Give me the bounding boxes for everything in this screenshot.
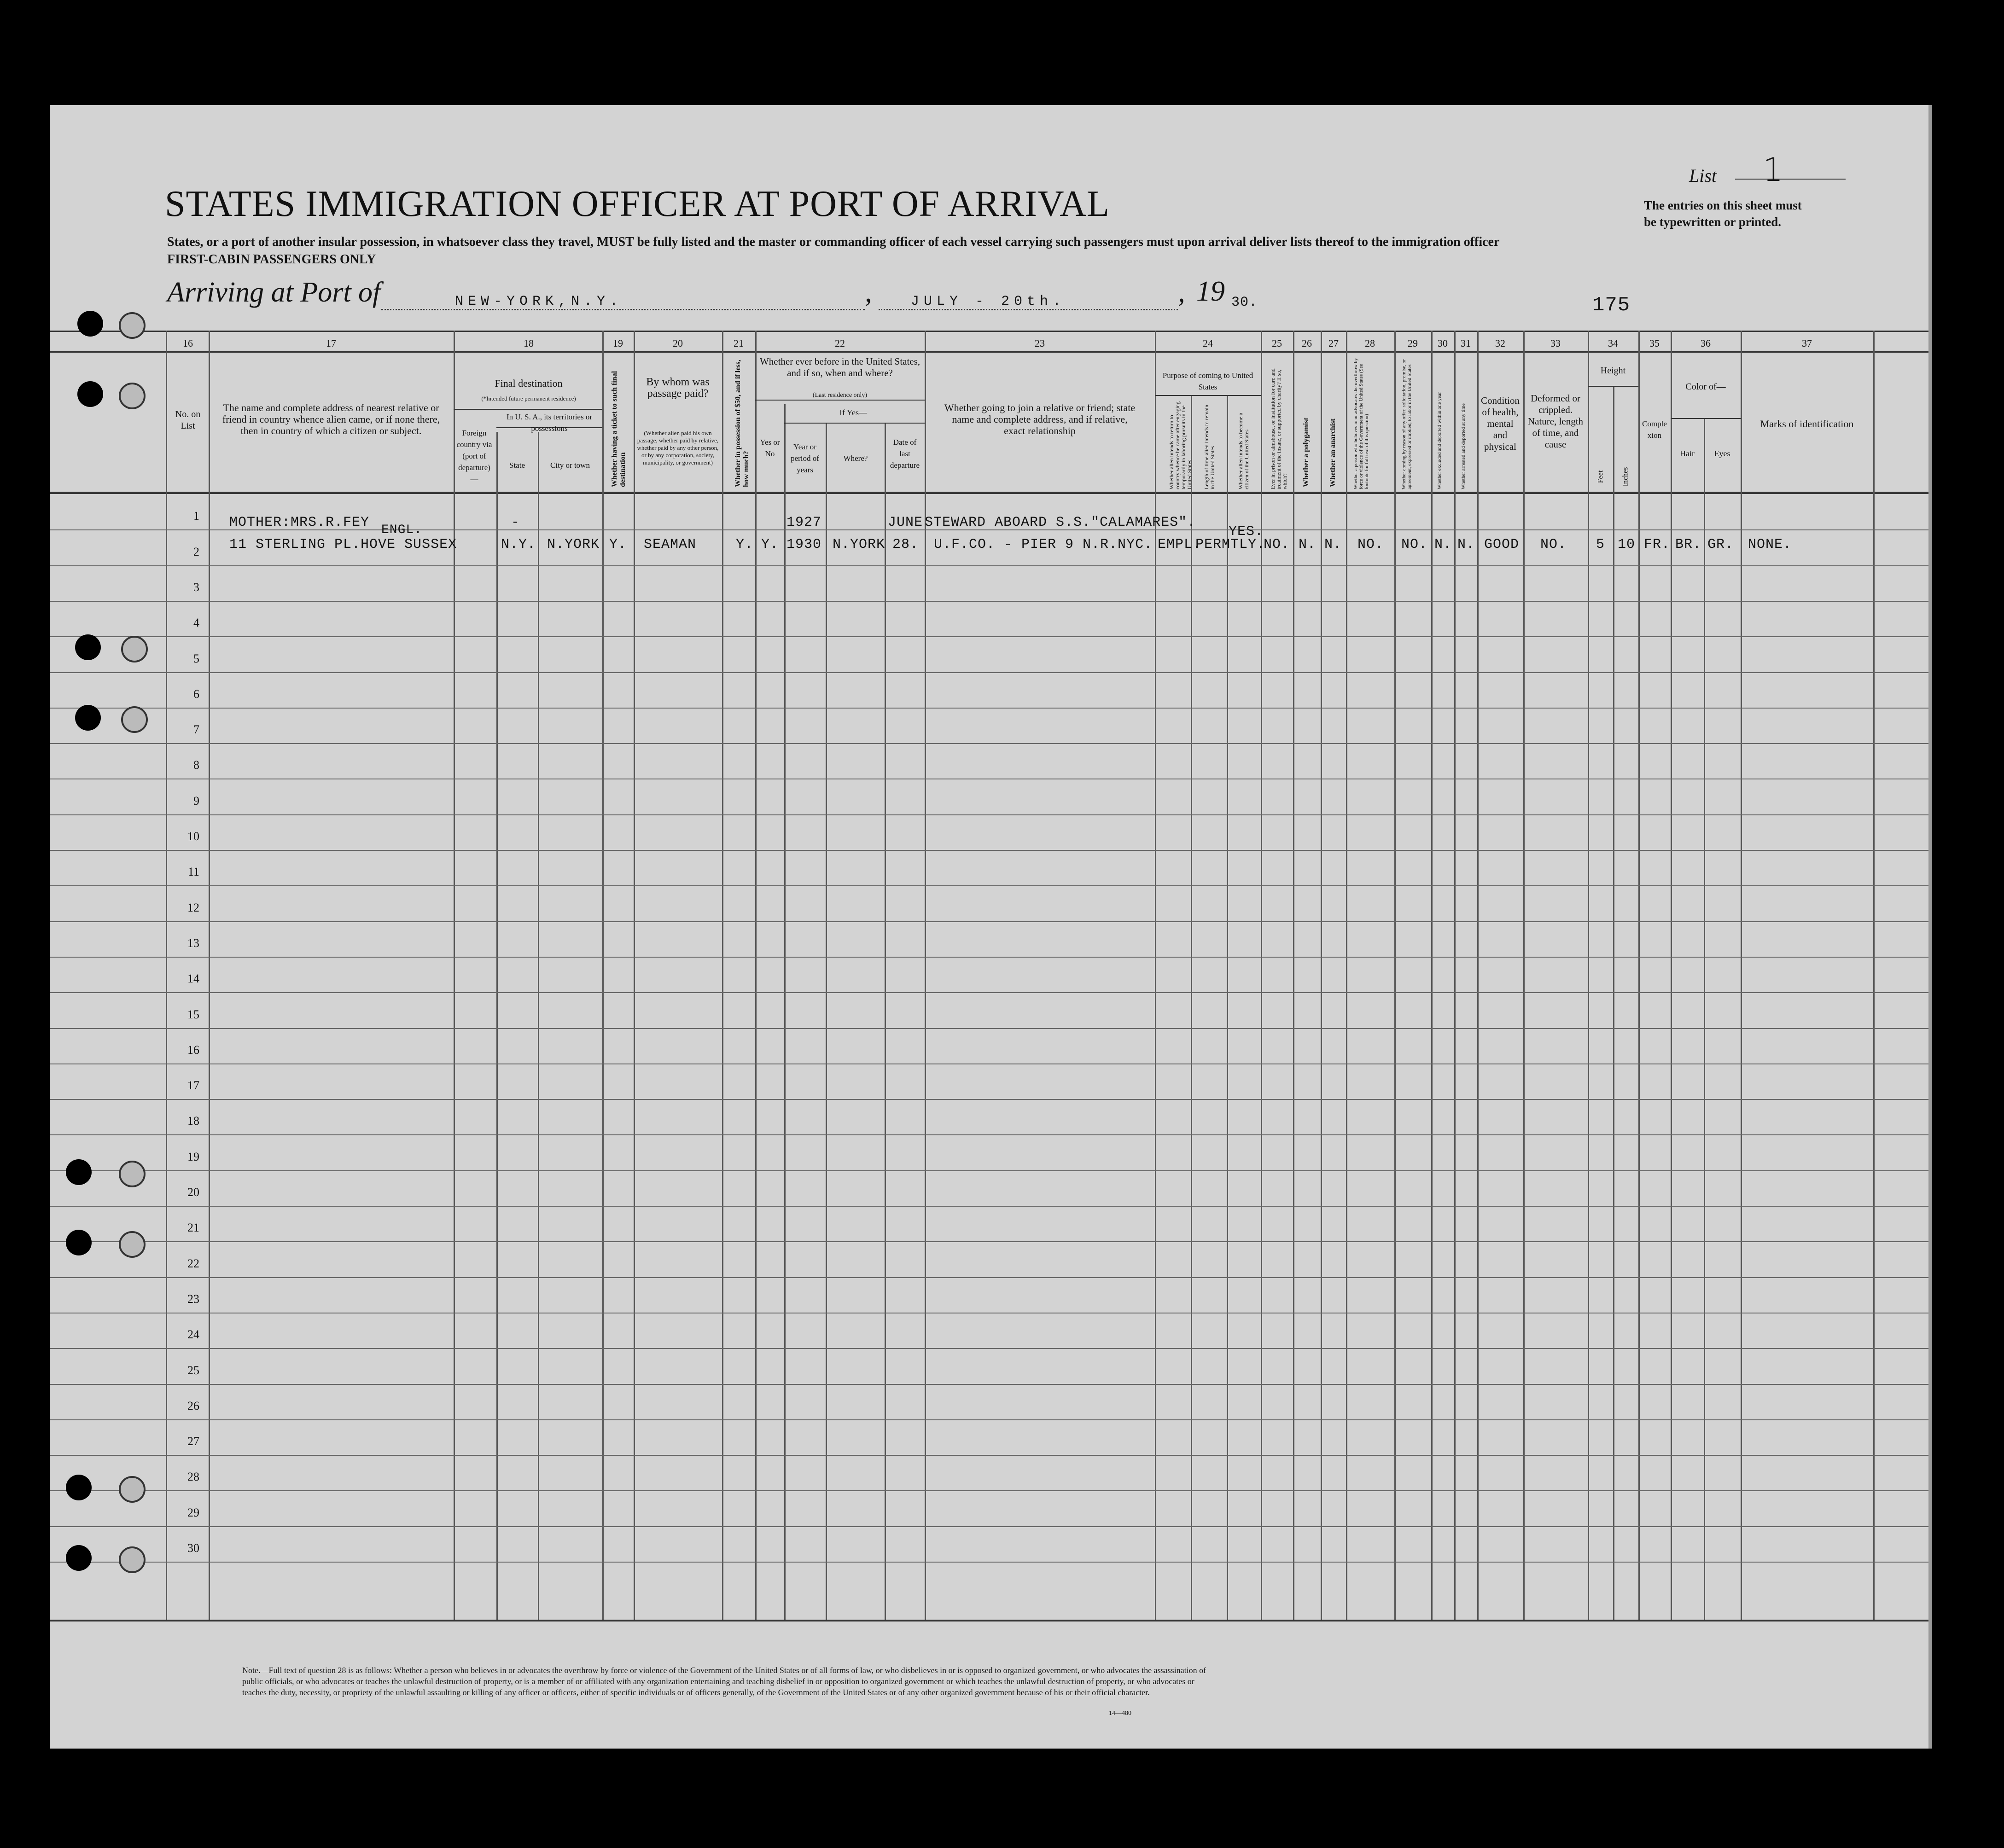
health-value: GOOD <box>1484 537 1520 552</box>
header-if-yes: If Yes— <box>839 408 867 417</box>
binder-ring <box>119 1231 146 1258</box>
row-number: 25 <box>187 1364 199 1377</box>
city-value: N.YORK <box>547 537 600 552</box>
arrival-year-prefix: 19 <box>1196 276 1225 307</box>
row-line <box>50 1134 1928 1135</box>
column-number: 34 <box>1608 337 1618 349</box>
row-line <box>50 601 1928 602</box>
column-number: 33 <box>1550 337 1561 349</box>
header-hair: Hair <box>1680 449 1695 458</box>
relative-address: 11 STERLING PL.HOVE SUSSEX <box>229 537 457 552</box>
typewritten-note <box>1644 197 1802 230</box>
header-complexion: Complexion <box>1642 419 1667 440</box>
row-line <box>50 1348 1928 1349</box>
row-number: 26 <box>187 1399 199 1412</box>
join-relative-line1: STEWARD ABOARD S.S."CALAMARES". <box>925 515 1196 530</box>
column-number: 22 <box>835 337 845 349</box>
header-health: Condition of health, mental and physical <box>1480 395 1520 452</box>
eyes-value: GR. <box>1707 537 1734 552</box>
column-number: 16 <box>183 337 193 349</box>
header-q31: Whether arrested and deported at any time <box>1461 403 1466 489</box>
row-number: 17 <box>187 1079 199 1092</box>
row-number: 11 <box>187 865 199 878</box>
page-number: 175 <box>1592 294 1631 317</box>
binder-hole <box>66 1230 92 1255</box>
column-number: 23 <box>1035 337 1045 349</box>
header-possession-50: Whether in possession of $50, and if less, how much? <box>734 360 750 487</box>
header-purpose-citizen: Whether alien intends to become a citizen of the United States <box>1237 413 1250 489</box>
row-line <box>50 1170 1928 1171</box>
purpose-length-value: PERMTLY. <box>1195 537 1266 552</box>
departure-day: 28. <box>892 537 919 552</box>
header-in-usa: In U. S. A., its territories or possessions <box>506 413 593 433</box>
row-number: 16 <box>187 1043 199 1057</box>
row-line <box>50 743 1928 744</box>
row-number: 22 <box>187 1257 199 1270</box>
row-line <box>50 957 1928 958</box>
column-number: 25 <box>1272 337 1282 349</box>
row-number: 27 <box>187 1435 199 1448</box>
row-number: 2 <box>193 545 199 558</box>
possession-value: Y. <box>736 537 754 552</box>
header-purpose: Purpose of coming to United States <box>1162 371 1253 391</box>
header-city: City or town <box>550 461 590 470</box>
row-number: 1 <box>193 509 199 523</box>
hair-value: BR. <box>1675 537 1702 552</box>
typewritten-note-line: be typewritten or printed. <box>1644 215 1781 229</box>
row-number: 12 <box>187 901 199 914</box>
relative-country: ENGL. <box>381 523 423 537</box>
page-title: STATES IMMIGRATION OFFICER AT PORT OF ARRIVAL <box>165 184 1110 224</box>
column-number: 20 <box>673 337 683 349</box>
column-number: 30 <box>1438 337 1448 349</box>
row-line <box>50 921 1928 922</box>
row-line <box>50 1526 1928 1527</box>
join-relative-line2: U.F.CO. - PIER 9 N.R.NYC. <box>934 537 1153 552</box>
where-value: N.YORK <box>833 537 885 552</box>
binder-ring <box>121 636 148 662</box>
ever-before-value: Y. <box>761 537 779 552</box>
header-by-whom-note: (Whether alien paid his own passage, whether paid by relative, whether paid by any other person, or by any corporation, society, municipality, or government) <box>637 430 719 466</box>
row-line <box>50 814 1928 815</box>
header-date-departure: Date of last departure <box>890 438 920 470</box>
header-by-whom: By whom was passage paid? <box>646 376 710 400</box>
header-year-period: Year or period of years <box>791 442 819 474</box>
column-number: 29 <box>1408 337 1418 349</box>
column-number: 26 <box>1302 337 1312 349</box>
header-anarchist: Whether an anarchist <box>1329 418 1337 487</box>
row-line <box>50 672 1928 673</box>
header-state: State <box>509 461 525 470</box>
marks-value: NONE. <box>1748 537 1792 552</box>
departure-month: JUNE <box>888 515 923 530</box>
header-where: Where? <box>843 454 868 463</box>
row-number: 28 <box>187 1470 199 1483</box>
binder-hole <box>75 705 101 731</box>
column-number: 21 <box>734 337 744 349</box>
column-number: 36 <box>1701 337 1711 349</box>
row-number: 29 <box>187 1506 199 1519</box>
row-line <box>50 1028 1928 1029</box>
polygamist-value: N. <box>1299 537 1317 552</box>
header-yes-no: Yes or No <box>760 438 780 458</box>
column-number: 35 <box>1649 337 1660 349</box>
column-number: 31 <box>1461 337 1471 349</box>
binder-ring <box>121 706 148 733</box>
header-ever-before: Whether ever before in the United States, and if so, when and where? <box>759 356 920 378</box>
manifest-sheet: STATES IMMIGRATION OFFICER AT PORT OF ARRIVAL States, or a port of another insular possession, in whatsoever class they travel, MUST be fully listed and the master or commanding officer of each vessel carrying such passengers must upon arrival deliver lists thereof to the immigration officer FIRST-CABIN PASSENGERS ONLY List 1 The entries on this sheet must be typewritten or printed. Arriving at Port of NEW-YORK,N.Y. , JULY - 20th. , 19 30. 175 16 17 18 19 20 21 22 23 24 25 26 27 28 29 30 31 32 33 34 35 36 37 No. on List The name and complete address of nearest relative or friend in country whence alien came, or if none there, then in country of which a citizen or subject. Final destination (*Intended future permanent residence) Foreign country via (port of departure)— In U. S. A., its territories or possessions State City or town Whether having a ticket to such final destination By whom was passage paid? (Whether alien paid his own passage, whether paid by relative, whether paid by any other person, or by any corporation, society, municipality, or government) Whether in possession of $50, and if less, how much? Whether ever before in the United States, and if so, when and where? (Last residence only) If Yes— Yes or No Year or period of years Where? Date of last departure Whether going to join a relative or friend; state name and complete address, and if relative, exact relationship Purpose of coming to United States Whether alien intends to return to country whence he came after engaging temporarily in laboring pursuits in the United States Length of time alien intends to remain in the United States Whether alien intends to become a citizen of the United States Ever in prison or almshouse, or institution for care and treatment of the insane, or supported by charity? If so, which? Whether a polygamist Whether an anarchist Whether a person who believes in or advocates the overthrow by force or violence of the Government of the United States (See footnote for full text of this question) Whether coming by reason of any offer, solicitation, promise, or agreement, expressed or implied, to labor in the United States Whether excluded and deported within one year Whether arrested and deported at any time Condition of health, mental and physical Deformed or crippled. Nature, length of time, and cause Height Feet Inches Complexion Color of— Hair Eyes Marks of identification 1 2 3 4 5 6 7 8 9 10 11 12 13 14 15 16 17 18 19 20 21 22 23 24 25 26 27 28 29 30 MOTHER:MRS.R.FEY ENGL. 11 STERLING PL.HOVE SUSSEX - N.Y. N.YORK Y. SEAMAN Y. Y. 1927 1930 N.YORK JUNE 28. STEWARD ABOARD S.S."CALAMARES". U.F.CO. - PIER 9 N.R.NYC. EMPL. PERMTLY. YES. NO. N. N. NO. NO. N. N. GOOD NO. 5 10 FR. BR. GR. NONE. Note.—Full text of question 28 is as follows: Whether a person who believes in or advocates the overthrow by force or violence of the Government of the United States or of all forms of law, or who disbelieves in or is opposed to organized government, or who advocates the assassination of public officials, or who advocates or teaches the unlawful destruction of property, or is a member of or affiliated with any organization entertaining and teaching disbelief in or opposition to organized government or which teaches the unlawful destruction of property, or who advocates or teaches the duty, necessity, or propriety of the unlawful assaulting or killing of any officer or officers, either of specific individuals or of officers generally, of the Government of the United States or of any other organized government because of his or their official character. 14—480 <box>50 105 1932 1749</box>
q29-value: NO. <box>1401 537 1428 552</box>
header-q28: Whether a person who believes in or advocates the overthrow by force or violence of the Government of the United States (See footnote for full text of this question) <box>1353 358 1369 489</box>
purpose-citizen-value: YES. <box>1229 524 1264 540</box>
header-final-destination-note: (*Intended future permanent residence) <box>481 395 576 402</box>
purpose-return-value: EMPL. <box>1158 537 1202 552</box>
row-line <box>50 1099 1928 1100</box>
q28-value: NO. <box>1357 537 1384 552</box>
binder-hole <box>77 311 103 337</box>
anarchist-value: N. <box>1324 537 1342 552</box>
binder-hole <box>66 1545 92 1571</box>
column-number: 17 <box>326 337 336 349</box>
column-number: 28 <box>1365 337 1375 349</box>
column-number: 24 <box>1203 337 1213 349</box>
header-deformed: Deformed or crippled. Nature, length of time, and cause <box>1527 393 1584 450</box>
header-purpose-return: Whether alien intends to return to country whence he came after engaging temporarily in laboring pursuits in the United States <box>1168 401 1193 489</box>
row-line <box>50 565 1928 566</box>
row-number: 19 <box>187 1150 199 1163</box>
row-line <box>50 1206 1928 1207</box>
header-color-of: Color of— <box>1685 382 1726 392</box>
header-marks: Marks of identification <box>1760 418 1854 430</box>
column-number: 32 <box>1495 337 1505 349</box>
column-number: 27 <box>1328 337 1339 349</box>
column-number: 18 <box>524 337 534 349</box>
form-number: 14—480 <box>1109 1710 1131 1717</box>
row-number: 10 <box>187 830 199 843</box>
row-line <box>50 636 1928 637</box>
list-number: 1 <box>1763 151 1783 189</box>
state-value: N.Y. <box>501 537 536 552</box>
row-number: 20 <box>187 1186 199 1199</box>
header-feet: Feet <box>1596 470 1605 483</box>
row-number: 15 <box>187 1008 199 1021</box>
row-number: 6 <box>193 687 199 701</box>
row-line <box>50 1063 1928 1064</box>
header-ticket: Whether having a ticket to such final destination <box>611 371 627 487</box>
header-q29: Whether coming by reason of any offer, solicitation, promise, or agreement, expressed or implied, to labor in the United States <box>1401 359 1412 489</box>
prison-value: NO. <box>1264 537 1290 552</box>
instructions-line: States, or a port of another insular possession, in whatsoever class they travel, MUST be fully listed and the master or commanding officer of each vessel carrying such passengers must upon arrival deliver lists thereof to the immigration officer <box>167 235 1500 249</box>
row-line <box>50 1277 1928 1278</box>
binder-hole <box>66 1475 92 1500</box>
binder-ring <box>119 312 146 339</box>
header-polygamist: Whether a polygamist <box>1302 418 1310 487</box>
row-number: 30 <box>187 1541 199 1555</box>
port-dotted-line <box>381 308 865 310</box>
typewritten-note-line: The entries on this sheet must <box>1644 198 1802 212</box>
row-line <box>50 708 1928 709</box>
header-prison: Ever in prison or almshouse, or institution for care and treatment of the insane, or supported by charity? If so, which? <box>1270 368 1288 489</box>
binder-hole <box>77 381 103 407</box>
row-line <box>50 1384 1928 1385</box>
arrival-port: NEW-YORK,N.Y. <box>455 294 623 309</box>
row-number: 5 <box>193 652 199 665</box>
list-underline <box>1735 179 1846 180</box>
header-nearest-relative: The name and complete address of nearest relative or friend in country whence alien came, or if none there, then in country of which a citizen or subject. <box>222 402 440 436</box>
row-number: 4 <box>193 616 199 629</box>
row-line <box>50 885 1928 886</box>
header-foreign-country: Foreign country via (port of departure)— <box>456 429 492 483</box>
row-line <box>50 1419 1928 1420</box>
binder-ring <box>119 1161 146 1187</box>
row-number: 14 <box>187 972 199 985</box>
relative-name: MOTHER:MRS.R.FEY <box>229 515 370 530</box>
binder-ring <box>119 1546 146 1573</box>
footnote-q28: Note.—Full text of question 28 is as follows: Whether a person who believes in or advocates the overthrow by force or violence of the Government of the United States or of all forms of law, or who disbelieves in or is opposed to organized government, or who advocates the assassination of public officials, or who advocates or teaches the unlawful destruction of property, or is a member of or affiliated with any organization entertaining and teaching disbelief in or opposition to organized government or which teaches the unlawful destruction of property, or who advocates or teaches the duty, necessity, or propriety of the unlawful assaulting or killing of any officer or officers, either of specific individuals or of officers generally, of the Government of the United States or of any other organized government because of his or their official character. <box>242 1666 1206 1697</box>
row-number: 21 <box>187 1221 199 1234</box>
header-purpose-length: Length of time alien intends to remain in the United States <box>1203 405 1216 489</box>
column-number: 37 <box>1802 337 1812 349</box>
q31-value: N. <box>1457 537 1475 552</box>
inches-value: 10 <box>1618 537 1636 552</box>
header-no-on-list: No. on List <box>175 409 201 431</box>
row-number: 7 <box>193 723 199 736</box>
year-period-2: 1930 <box>786 537 822 552</box>
header-q30: Whether excluded and deported within one year <box>1437 392 1442 489</box>
foreign-country-value: - <box>511 515 520 530</box>
row-line <box>50 1490 1928 1491</box>
feet-value: 5 <box>1596 537 1605 552</box>
header-eyes: Eyes <box>1714 449 1730 458</box>
column-number: 19 <box>613 337 623 349</box>
class-note: FIRST-CABIN PASSENGERS ONLY <box>167 252 376 267</box>
arrival-date: JULY - 20th. <box>911 294 1066 309</box>
q30-value: N. <box>1434 537 1452 552</box>
row-line <box>50 850 1928 851</box>
binder-hole <box>66 1159 92 1185</box>
complexion-value: FR. <box>1644 537 1671 552</box>
header-join-relative: Whether going to join a relative or friend; state name and complete address, and if relative, exact relationship <box>944 402 1136 436</box>
header-height: Height <box>1600 366 1626 376</box>
row-line <box>50 992 1928 993</box>
row-number: 13 <box>187 936 199 950</box>
header-final-destination: Final destination <box>495 378 563 389</box>
binder-hole <box>75 634 101 660</box>
row-number: 23 <box>187 1292 199 1306</box>
paid-by-value: SEAMAN <box>644 537 697 552</box>
row-line <box>50 1241 1928 1242</box>
binder-ring <box>119 1476 146 1503</box>
arriving-label: Arriving at Port of <box>167 277 381 308</box>
arrival-year-suffix: 30. <box>1231 295 1258 310</box>
year-period-1: 1927 <box>786 515 822 530</box>
deformed-value: NO. <box>1540 537 1567 552</box>
row-line <box>50 1562 1928 1563</box>
row-number: 8 <box>193 758 199 772</box>
ticket-value: Y. <box>609 537 627 552</box>
row-number: 18 <box>187 1114 199 1127</box>
row-line <box>50 1455 1928 1456</box>
header-inches: Inches <box>1621 467 1630 487</box>
row-number: 24 <box>187 1328 199 1341</box>
row-number: 3 <box>193 581 199 594</box>
binder-ring <box>119 383 146 409</box>
header-last-residence: (Last residence only) <box>812 392 868 399</box>
list-label: List <box>1689 165 1717 186</box>
row-number: 9 <box>193 794 199 808</box>
